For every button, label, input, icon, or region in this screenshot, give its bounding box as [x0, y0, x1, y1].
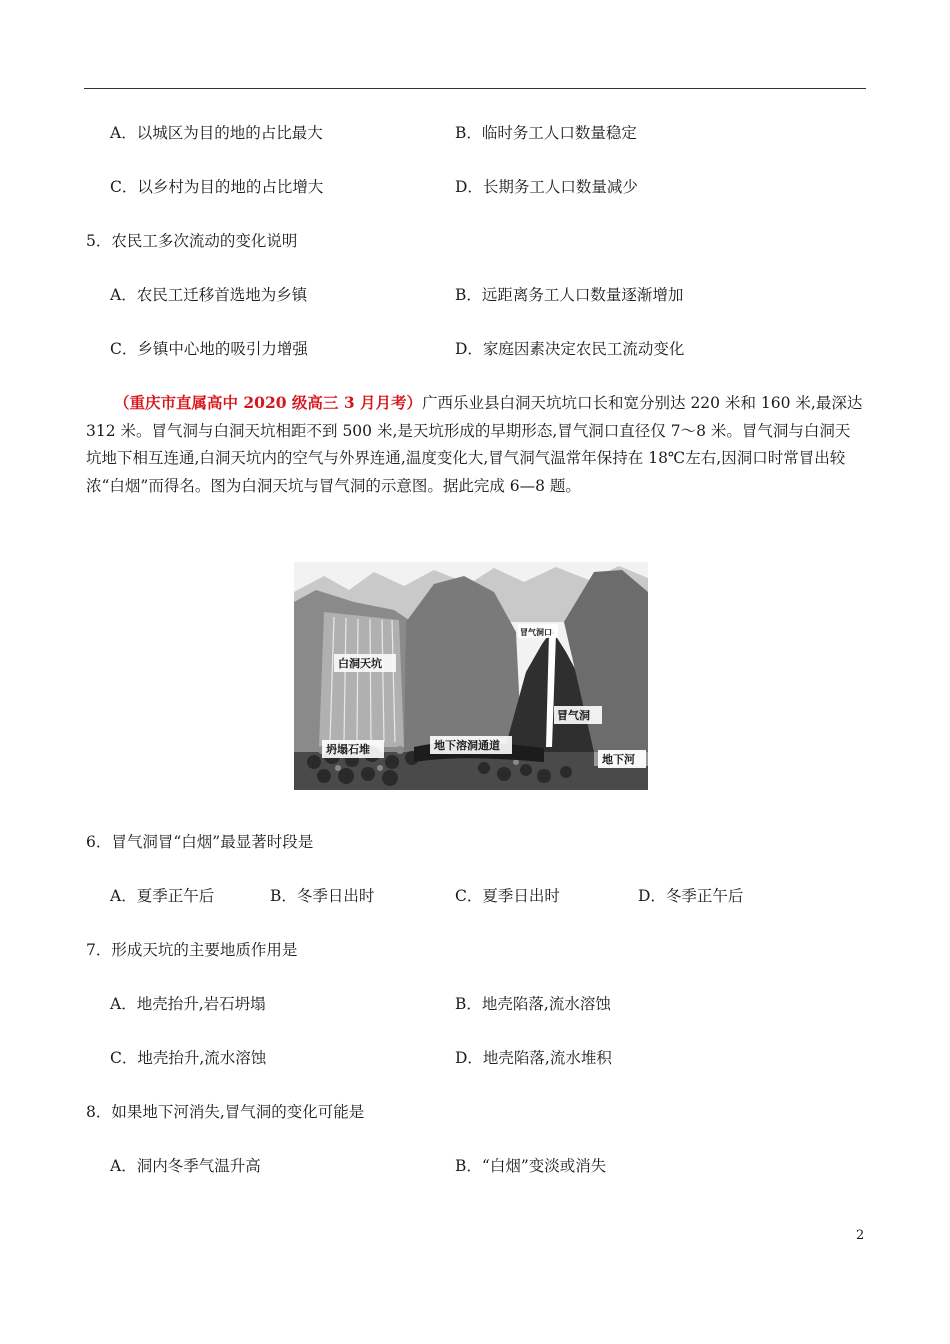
q6-option-c[interactable]: C．夏季日出时 [455, 887, 560, 905]
q7-option-b[interactable]: B．地壳陷落,流水溶蚀 [455, 995, 611, 1013]
label-river: 地下河 [602, 753, 635, 766]
q7-option-c[interactable]: C．地壳抬升,流水溶蚀 [110, 1049, 267, 1067]
q4-option-a[interactable]: A．以城区为目的地的占比最大 [110, 124, 323, 142]
label-vent-cave: 冒气洞 [557, 709, 590, 722]
passage-text: 广西乐业县白洞天坑坑口长和宽分别达 220 米和 160 米,最深达 312 米。冒气洞与白洞天坑相距不到 500 米,是天坑形成的早期形态,冒气洞口直径仅 7～8 米。冒气洞与白洞天坑地下相互连通,白洞天坑内的空气与外界连通,温度变化大,冒气洞气温常年保持在 18℃左右,因洞口时常冒出较浓“白烟”而得名。图为白洞天坑与冒气洞的示意图。据此完成 6—8 题。 [86, 394, 863, 495]
q4-option-b[interactable]: B．临时务工人口数量稳定 [455, 124, 637, 142]
q5-option-c[interactable]: C．乡镇中心地的吸引力增强 [110, 340, 308, 358]
passage [86, 389, 864, 500]
label-vent-mouth: 冒气洞口 [520, 628, 552, 637]
q8-stem: 8．如果地下河消失,冒气洞的变化可能是 [86, 1103, 365, 1121]
q4-option-d[interactable]: D．长期务工人口数量减少 [455, 178, 638, 196]
q5-option-a[interactable]: A．农民工迁移首选地为乡镇 [110, 286, 308, 304]
q6-stem: 6．冒气洞冒“白烟”最显著时段是 [86, 833, 314, 851]
passage-source: （重庆市直属高中 2020 级高三 3 月月考） [114, 393, 423, 412]
q6-option-b[interactable]: B．冬季日出时 [270, 887, 375, 905]
q7-option-d[interactable]: D．地壳陷落,流水堆积 [455, 1049, 612, 1067]
q7-option-a[interactable]: A．地壳抬升,岩石坍塌 [110, 995, 266, 1013]
label-channel: 地下溶洞通道 [434, 739, 500, 752]
q7-stem: 7．形成天坑的主要地质作用是 [86, 941, 298, 959]
q4-option-c[interactable]: C．以乡村为目的地的占比增大 [110, 178, 324, 196]
q5-stem: 5．农民工多次流动的变化说明 [86, 232, 298, 250]
tiankeng-diagram [294, 562, 648, 790]
q8-option-a[interactable]: A．洞内冬季气温升高 [110, 1157, 261, 1175]
q5-option-b[interactable]: B．远距离务工人口数量逐渐增加 [455, 286, 684, 304]
q6-option-a[interactable]: A．夏季正午后 [110, 887, 215, 905]
q6-option-d[interactable]: D．冬季正午后 [638, 887, 744, 905]
q5-option-d[interactable]: D．家庭因素决定农民工流动变化 [455, 340, 685, 358]
q8-option-b[interactable]: B．“白烟”变淡或消失 [455, 1157, 607, 1175]
header-rule [84, 88, 866, 89]
label-tiankeng: 白洞天坑 [338, 657, 382, 670]
page-number: 2 [856, 1228, 865, 1243]
label-rockfall: 坍塌石堆 [326, 743, 370, 756]
